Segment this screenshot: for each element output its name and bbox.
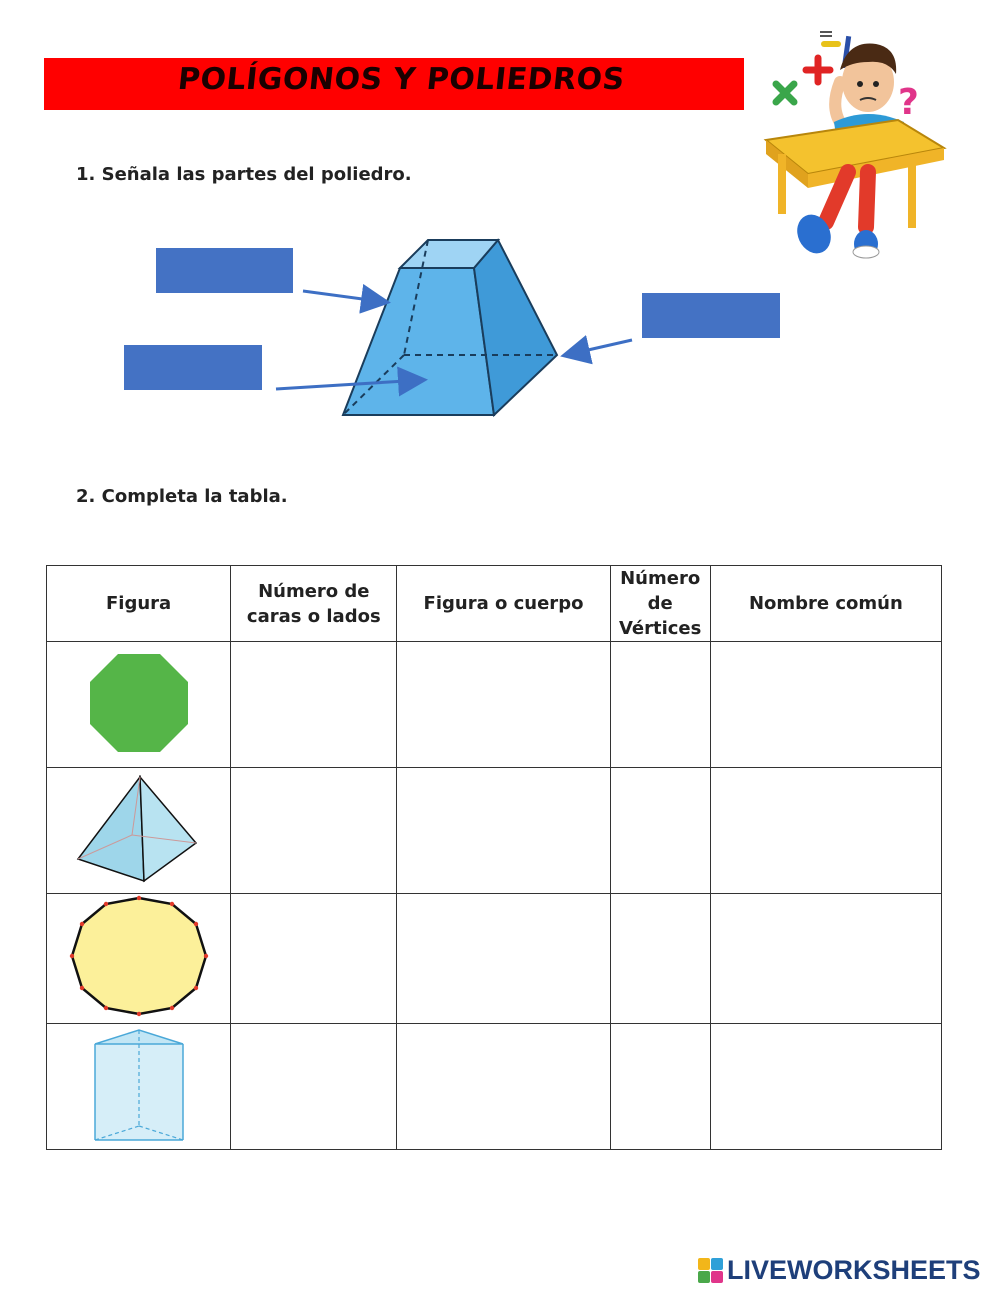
- answer-cell[interactable]: [231, 894, 397, 1024]
- figure-cell: [47, 768, 231, 894]
- answer-cell[interactable]: [231, 642, 397, 768]
- answer-cell[interactable]: [397, 768, 610, 894]
- figure-cell: [47, 1024, 231, 1150]
- header-numero-caras: Número de caras o lados: [231, 566, 397, 642]
- answer-cell[interactable]: [710, 768, 941, 894]
- pyramid-icon: [74, 771, 204, 886]
- answer-cell[interactable]: [610, 768, 710, 894]
- answer-cell[interactable]: [397, 642, 610, 768]
- table-row: [47, 768, 942, 894]
- question-1: 1. Señala las partes del poliedro.: [76, 164, 412, 185]
- answer-box-face[interactable]: [124, 345, 262, 390]
- prism-icon: [89, 1026, 189, 1144]
- answer-cell[interactable]: [231, 1024, 397, 1150]
- dodecagon-icon: [64, 894, 214, 1019]
- figures-table: [46, 565, 942, 1150]
- answer-cell[interactable]: [710, 1024, 941, 1150]
- answer-cell[interactable]: [710, 642, 941, 768]
- page-title: POLÍGONOS Y POLIEDROS: [176, 62, 627, 97]
- figure-cell: [47, 894, 231, 1024]
- frustum-shape: [343, 240, 557, 415]
- answer-cell[interactable]: [610, 894, 710, 1024]
- header-figura-cuerpo: Figura o cuerpo: [397, 566, 610, 642]
- answer-cell[interactable]: [610, 1024, 710, 1150]
- frustum-diagram: [0, 0, 1000, 460]
- table-row: [47, 1024, 942, 1150]
- answer-cell[interactable]: [231, 768, 397, 894]
- arrow-to-vertex: [566, 340, 632, 355]
- header-figura: Figura: [47, 566, 231, 642]
- table-row: [47, 642, 942, 768]
- answer-cell[interactable]: [397, 1024, 610, 1150]
- table-row: [47, 894, 942, 1024]
- question-2: 2. Completa la tabla.: [76, 486, 288, 507]
- header-nombre-comun: Nombre común: [710, 566, 941, 642]
- answer-box-edge[interactable]: [156, 248, 293, 293]
- svg-text:?: ?: [898, 82, 919, 123]
- octagon-icon: [84, 648, 194, 758]
- brand-name: LIVEWORKSHEETS: [727, 1254, 981, 1285]
- table-header-row: [47, 566, 942, 642]
- answer-cell[interactable]: [610, 642, 710, 768]
- arrow-to-edge: [303, 291, 385, 302]
- header-numero-vertices: Número de Vértices: [610, 566, 710, 642]
- answer-cell[interactable]: [397, 894, 610, 1024]
- answer-cell[interactable]: [710, 894, 941, 1024]
- liveworksheets-logo: [698, 1254, 981, 1286]
- figure-cell: [47, 642, 231, 768]
- liveworksheets-icon: [698, 1258, 723, 1283]
- answer-box-vertex[interactable]: [642, 293, 780, 338]
